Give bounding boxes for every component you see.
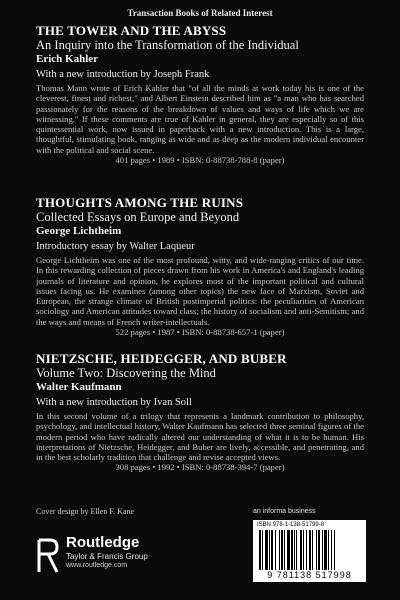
book-meta: 522 pages • 1987 • ISBN: 0-88738-657-1 (paper) — [115, 327, 285, 338]
book-title: NIETZSCHE, HEIDEGGER, AND BUBER — [36, 351, 287, 366]
isbn-label: ISBN 978-1-138-51799-8 — [257, 522, 325, 528]
book-author: George Lichtheim — [36, 225, 122, 237]
book-author: Walter Kaufmann — [36, 381, 122, 393]
book-title: THE TOWER AND THE ABYSS — [36, 23, 227, 38]
book-description: In this second volume of a trilogy that represents a landmark contribution to philosophy, psychology, and intellectual history, Walter Kaufmann has selected three seminal figures of the modern period who have radically altered our understanding of what it is to be human. His interpretations of Nietzsche, Heidegger, and Buber are lively, accessible, and penetrating, and in the best scholarly tradition that challenge and revise accepted views. — [36, 411, 364, 463]
publisher-name: Routledge — [66, 534, 140, 551]
barcode-bars — [259, 530, 360, 570]
series-header: Transaction Books of Related Interest — [127, 8, 273, 18]
book-intro: With a new introduction by Joseph Frank — [36, 69, 210, 80]
book-intro: Introductory essay by Walter Laqueur — [36, 241, 195, 252]
book-meta: 401 pages • 1989 • ISBN: 0-88738-788-8 (paper) — [115, 155, 285, 166]
book-entry-1 — [36, 24, 364, 166]
book-description: George Lichtheim was one of the most profound, witty, and wide-ranging critics of our time. In this rewarding collection of pieces drawn from his work in America's and England's leading journals of literature and opinion, he explores most of the important political and cultural issues facing us. He examines (among other topics) the new face of Marxism, Soviet and European, the strange climate of British postimperial politics: the peculiarities of American sociology and American attitudes toward class; the history of socialism and anti-Semitism; and the ways and means of French writer-intellectuals. — [36, 255, 364, 327]
cover-credit: Cover design by Ellen F. Kane — [36, 507, 135, 516]
publisher-group: Taylor & Francis Group — [66, 552, 148, 561]
book-title: THOUGHTS AMONG THE RUINS — [36, 195, 244, 210]
book-description: Thomas Mann wrote of Erich Kahler that "of all the minds at work today his is one of the cleverest, finest and richest," and Albert Einstein described him as "a man who has searched passionately for the reasons of the breakdown of values and ways of life which we are witnessing." If these comments are true of Kahler in general, they are especially so of this quintessential work, now issued in paperback with a new introduction. This is a large, thoughtful, stimulating book, ranging as wide and as deep as the modern individual encounter with the political and social scene. — [36, 83, 364, 155]
barcode — [253, 520, 366, 582]
book-meta: 308 pages • 1992 • ISBN: 0-88738-394-7 (paper) — [115, 462, 285, 473]
publisher-website: www.routledge.com — [66, 562, 128, 569]
book-subtitle: An Inquiry into the Transformation of the Individual — [36, 38, 299, 52]
book-entry-2 — [36, 196, 364, 338]
book-intro: With a new introduction by Ivan Soll — [36, 397, 192, 408]
ean-digits: 9 781138 517998 — [267, 570, 352, 580]
book-subtitle: Volume Two: Discovering the Mind — [36, 366, 216, 380]
publisher-logo-block — [36, 532, 166, 582]
book-subtitle: Collected Essays on Europe and Beyond — [36, 210, 240, 224]
book-entry-3 — [36, 352, 364, 473]
routledge-logo-icon — [36, 536, 60, 576]
informa-tagline: an informa business — [253, 508, 316, 515]
book-author: Erich Kahler — [36, 53, 99, 65]
